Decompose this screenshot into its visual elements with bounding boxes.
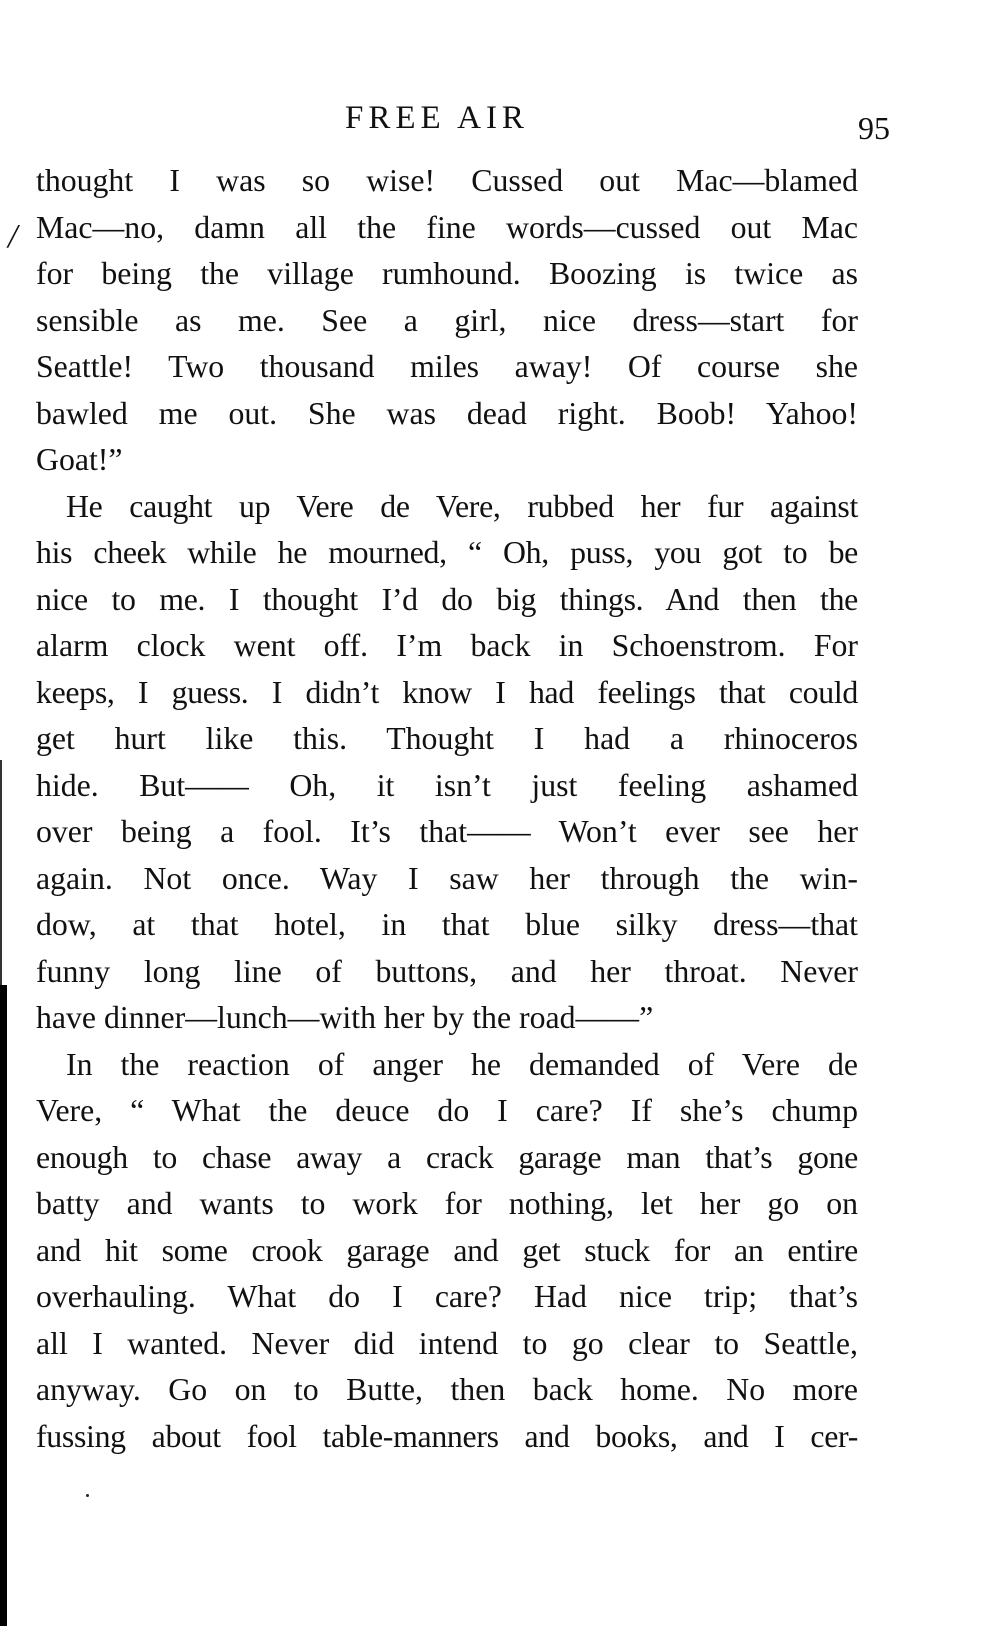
text-line: for being the village rumhound. Boozing is twice as	[36, 256, 858, 291]
text-line: have dinner—lunch—with her by the road——”	[36, 1000, 654, 1035]
text-line: keeps, I guess. I didn’t know I had feelings that could	[36, 674, 858, 710]
text-line: dow, at that hotel, in that blue silky dress—that	[36, 907, 858, 942]
text-line: Vere, “ What the deuce do I care? If she’s chump	[36, 1093, 858, 1128]
text-line: sensible as me. See a girl, nice dress—start for	[36, 302, 858, 338]
text-line: his cheek while he mourned, “ Oh, puss, you got to be	[36, 535, 858, 570]
text-line: alarm clock went off. I’m back in Schoenstrom. For	[36, 628, 858, 663]
text-line: overhauling. What do I care? Had nice trip; that’s	[36, 1279, 858, 1314]
text-line: Seattle! Two thousand miles away! Of course she	[36, 349, 858, 384]
text-line: all I wanted. Never did intend to go clear to Seattle,	[36, 1325, 858, 1361]
text-line: Goat!”	[36, 442, 123, 477]
page-number: 95	[858, 110, 890, 146]
text-line: and hit some crook garage and get stuck for an entire	[36, 1232, 858, 1268]
body-text	[36, 158, 858, 1460]
text-line: fussing about fool table-manners and books, and I cer-	[36, 1418, 858, 1454]
ink-speck	[86, 1494, 89, 1497]
text-line: enough to chase away a crack garage man that’s gone	[36, 1139, 858, 1175]
binding-edge	[0, 985, 7, 1626]
text-line: over being a fool. It’s that—— Won’t ever see her	[36, 814, 858, 849]
text-line: get hurt like this. Thought I had a rhinoceros	[36, 721, 858, 756]
text-line: nice to me. I thought I’d do big things. And then the	[36, 581, 858, 617]
text-line: bawled me out. She was dead right. Boob! Yahoo!	[36, 395, 858, 431]
text-line: again. Not once. Way I saw her through the win-	[36, 860, 858, 896]
text-line: batty and wants to work for nothing, let her go on	[36, 1186, 858, 1221]
text-line: funny long line of buttons, and her throat. Never	[36, 953, 858, 989]
text-line: In the reaction of anger he demanded of Vere de	[66, 1046, 858, 1082]
text-line: hide. But—— Oh, it isn’t just feeling ashamed	[36, 767, 858, 803]
text-line: Mac—no, damn all the fine words—cussed out Mac	[36, 209, 858, 245]
binding-shadow	[0, 760, 2, 985]
text-line: He caught up Vere de Vere, rubbed her fur against	[66, 488, 858, 524]
running-title: FREE AIR	[345, 100, 529, 136]
text-line: thought I was so wise! Cussed out Mac—blamed	[36, 163, 858, 198]
text-line: anyway. Go on to Butte, then back home. No more	[36, 1372, 858, 1407]
margin-mark: /	[8, 218, 18, 255]
